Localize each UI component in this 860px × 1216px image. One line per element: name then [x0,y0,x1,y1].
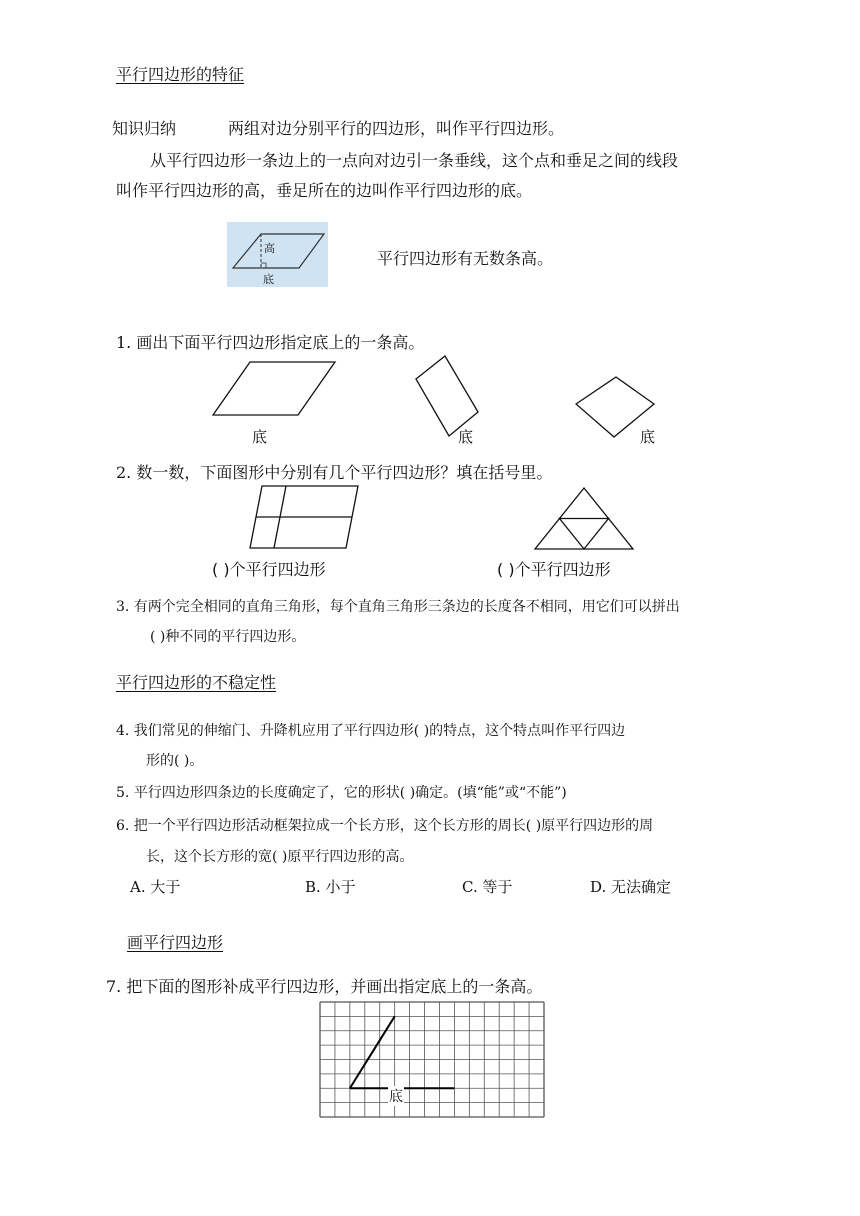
q2-answer-1: ( )个平行四边形 [212,560,326,579]
q1-base-label-1: 底 [252,428,268,446]
infinite-heights-note: 平行四边形有无数条高。 [377,249,554,268]
q6-option-b: B. 小于 [305,878,356,896]
height-base-illustration [227,222,328,287]
knowledge-label: 知识归纳 [112,119,177,138]
q1-base-label-3: 底 [640,428,656,446]
question-4-line-2: 形的( )。 [146,753,204,769]
q6-option-d: D. 无法确定 [590,878,672,896]
illustration-base-label: 底 [263,273,274,286]
q6-option-c: C. 等于 [462,878,513,896]
question-3-line-2: ( )种不同的平行四边形。 [150,629,306,645]
q1-parallelogram-1 [212,360,337,420]
q7-base-label: 底 [388,1086,404,1106]
illustration-height-label: 高 [264,242,275,255]
question-5-text: 5. 平行四边形四条边的长度确定了，它的形状( )确定。(填“能”或“不能”) [116,785,567,801]
question-4-line-1: 4. 我们常见的伸缩门、升降机应用了平行四边形( )的特点，这个特点叫作平行四边 [116,723,626,739]
question-6-line-2: 长，这个长方形的宽( )原平行四边形的高。 [146,849,414,865]
q2-answer-2: ( )个平行四边形 [497,560,611,579]
question-2-text: 2. 数一数，下面图形中分别有几个平行四边形？填在括号里。 [116,463,553,482]
q1-base-label-2: 底 [458,428,474,446]
section-title-drawing: 画平行四边形 [127,933,224,952]
q2-figure-divided-parallelogram [248,484,360,550]
knowledge-height-definition-1: 从平行四边形一条边上的一点向对边引一条垂线，这个点和垂足之间的线段 [150,151,679,170]
illustration-background [227,222,328,287]
knowledge-height-definition-2: 叫作平行四边形的高，垂足所在的边叫作平行四边形的底。 [116,181,533,200]
question-7-text: 7. 把下面的图形补成平行四边形，并画出指定底上的一条高。 [106,977,543,996]
section-title-instability: 平行四边形的不稳定性 [116,673,277,692]
section-title-features: 平行四边形的特征 [116,65,245,84]
question-6-line-1: 6. 把一个平行四边形活动框架拉成一个长方形，这个长方形的周长( )原平行四边形的周 [116,818,654,834]
question-1-text: 1. 画出下面平行四边形指定底上的一条高。 [116,333,425,352]
q7-grid [319,1001,545,1118]
question-3-line-1: 3. 有两个完全相同的直角三角形，每个直角三角形三条边的长度各不相同，用它们可以拼出 [116,599,680,615]
knowledge-definition: 两组对边分别平行的四边形，叫作平行四边形。 [228,119,565,138]
q2-figure-triangle [533,486,635,552]
given-side-line [350,1016,395,1088]
q6-option-a: A. 大于 [130,878,181,896]
